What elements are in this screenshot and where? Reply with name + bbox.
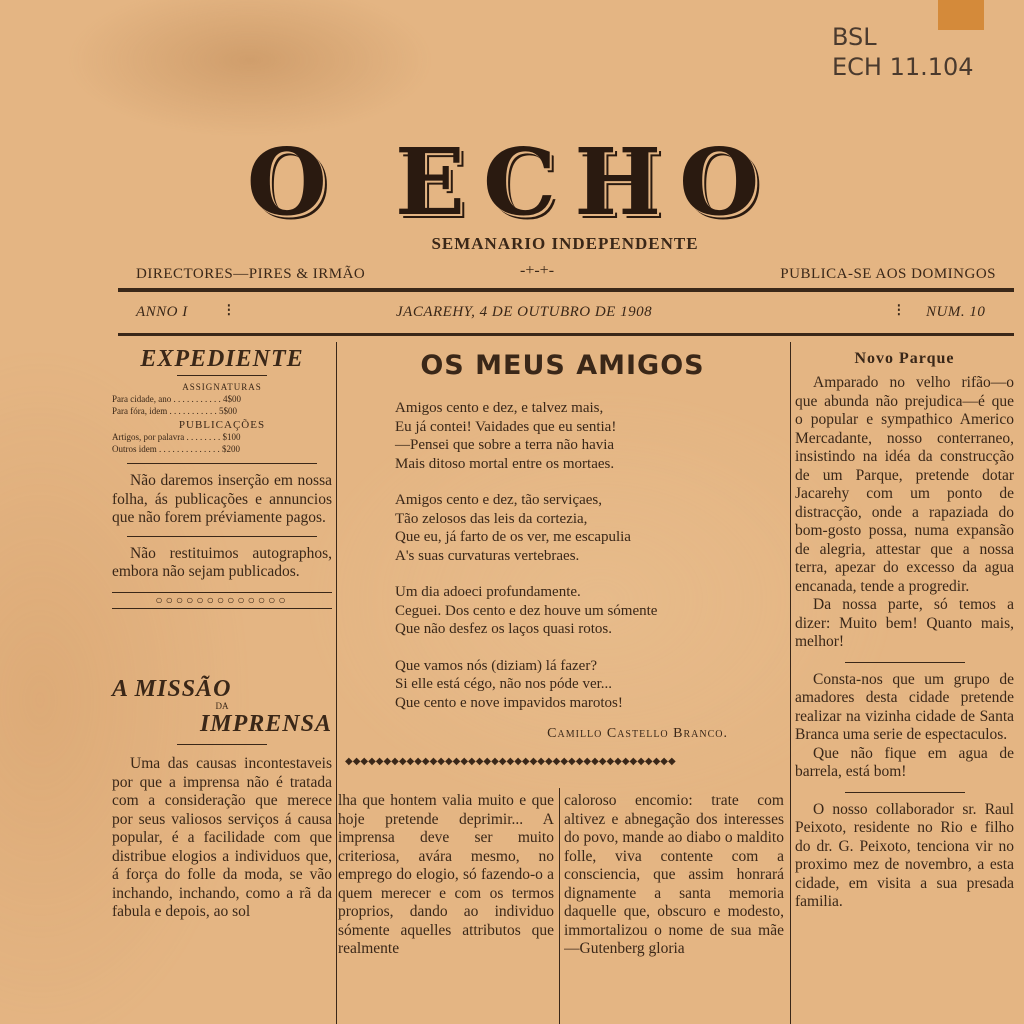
expediente-section <box>112 346 332 609</box>
expediente-row: Para fóra, idem . . . . . . . . . . . 5$00 <box>112 406 237 416</box>
missao-title-1: A MISSÃO <box>112 676 232 702</box>
poem-author: Camillo Castello Branco. <box>547 726 728 741</box>
dateline-dots-left: ⁝ <box>226 300 233 320</box>
expediente-sub1: ASSIGNATURAS <box>182 382 262 392</box>
newspaper-subtitle: SEMANARIO INDEPENDENTE <box>431 234 699 253</box>
expediente-row: Para cidade, ano . . . . . . . . . . . 4$00 <box>112 394 241 404</box>
novo-parque-paragraph-4: Que não fique em agua de barrela, está bom! <box>795 744 1014 780</box>
poem-line: Um dia adoeci profundamente. <box>395 584 581 600</box>
missao-title-2: DA <box>215 701 229 711</box>
middle-right-column: caloroso encomio: trate com altivez e abnegação dos interesses do povo, mande ao diabo o maldito folle, viva contente com a consciencia, que assim honrará dignamente a santa memoria daquelle que, obscuro e modesto, immortalizou o nome de sua mãe—Gutenberg gloria <box>564 792 784 957</box>
section-rule <box>845 662 965 663</box>
poem-stanza <box>395 491 780 565</box>
expediente-rule <box>127 463 317 464</box>
novo-parque-section <box>795 350 1014 921</box>
poem-stanza <box>395 583 780 639</box>
middle-left-column: lha que hontem valia muito e que hoje pretende deprimir... A imprensa deve ser muito criteriosa, avára mesmo, no emprego do elogio, só fazendo-o a quem merecer e com os termos proprios, dando ao individuo sómente aquelles attributos que realmente <box>338 792 554 957</box>
missao-underline <box>177 744 267 745</box>
section-rule <box>845 792 965 793</box>
directors-line: DIRECTORES—PIRES & IRMÃO <box>136 266 366 282</box>
missao-section <box>112 676 332 985</box>
poem-stanza <box>395 657 780 713</box>
missao-text: Uma das causas incontestaveis por que a imprensa não é tratada com a consideração que merece por seus valiosos serviços á causa popular, é a facilidade com que distribue elogios a individuos que, á força do folle da moda, se vão inchando, inchando, como a rã da fabula e depois, ao sol <box>112 755 332 920</box>
newspaper-title: O ECHO <box>246 128 778 236</box>
expediente-paragraph-2: Não restituimos autographos, embora não sejam publicados. <box>112 544 332 580</box>
archive-mark-line1: BSL <box>832 23 877 51</box>
poem-line: Si elle está cégo, não nos póde ver... <box>395 676 613 692</box>
expediente-ornament: ○○○○○○○○○○○○○ <box>112 592 332 609</box>
poem-line: Eu já contei! Vaidades que eu sentia! <box>395 418 617 435</box>
poem-line: Ceguei. Dos cento e dez houve um sómente <box>395 602 658 619</box>
expediente-underline <box>177 375 267 376</box>
novo-parque-paragraph-5: O nosso collaborador sr. Raul Peixoto, residente no Rio e filho do dr. G. Peixoto, tenciona vir no proximo mez de novembro, a esta cidade, em visita a sua presada familia. <box>795 800 1014 910</box>
missao-title-3: IMPRENSA <box>199 711 332 737</box>
masthead-ornament: -+-+- <box>520 262 555 279</box>
poem-line: Que eu, já farto de os ver, me escapulia <box>395 529 631 545</box>
poem-line: Que cento e nove impavidos marotos! <box>395 694 623 711</box>
poem-title: OS MEUS AMIGOS <box>420 350 705 381</box>
expediente-row: Outros idem . . . . . . . . . . . . . . $200 <box>112 444 240 454</box>
poem-line: Mais ditoso mortal entre os mortaes. <box>395 455 615 472</box>
dateline-dots-right: ⁝ <box>896 300 903 320</box>
expediente-title: EXPEDIENTE <box>140 346 304 372</box>
archive-mark <box>832 22 974 82</box>
dateline <box>118 300 1014 330</box>
place-date: JACAREHY, 4 DE OUTUBRO DE 1908 <box>396 304 653 320</box>
column-divider-1 <box>336 342 337 1024</box>
novo-parque-paragraph-2: Da nossa parte, só temos a dizer: Muito bem! Quanto mais, melhor! <box>795 596 1014 650</box>
poem-section <box>345 350 780 767</box>
novo-parque-title: Novo Parque <box>854 350 955 367</box>
expediente-rule <box>127 536 317 537</box>
expediente-paragraph-1: Não daremos inserção em nossa folha, ás publicações e annuncios que não forem préviamente pagos. <box>112 472 332 526</box>
poem-line: A's suas curvaturas vertebraes. <box>395 547 580 564</box>
poem-line: Tão zelosos das leis da cortezia, <box>395 510 588 527</box>
dateline-rule <box>118 333 1014 336</box>
poem-line: —Pensei que sobre a terra não havia <box>395 437 615 453</box>
column-divider-2 <box>790 342 791 1024</box>
year-label: ANNO I <box>136 304 188 320</box>
poem-line: Amigos cento e dez, e talvez mais, <box>395 400 604 416</box>
poem-stanza <box>395 399 780 473</box>
novo-parque-paragraph-3: Consta-nos que um grupo de amadores desta cidade pretende realizar na vizinha cidade de Santa Branca uma serie de espectaculos. <box>795 670 1014 743</box>
novo-parque-paragraph-1: Amparado no velho rifão—o que abunda não prejudica—é que o popular e sympathico Americo Mercadante, nosso conterraneo, insistindo na idéa da construcção de um Parque, pretende dotar Jacarehy com um ponto de distracção, onde a rapaziada do bom-gosto possa, numa expansão de alegria, attestar que a nossa terra, apezar do excesso da agua encanada, tende a progredir. <box>795 374 1014 595</box>
poem-line: Que vamos nós (diziam) lá fazer? <box>395 657 597 674</box>
poem-body <box>345 399 780 712</box>
poem-line: Amigos cento e dez, tão serviçaes, <box>395 492 603 508</box>
expediente-row: Artigos, por palavra . . . . . . . . $100 <box>112 432 241 442</box>
top-rule <box>118 288 1014 292</box>
publication-day: PUBLICA-SE AOS DOMINGOS <box>780 266 996 282</box>
archive-mark-line2: ECH 11.104 <box>832 53 974 81</box>
expediente-sub2: PUBLICAÇÕES <box>178 419 266 431</box>
poem-line: Que não desfez os laços quasi rotos. <box>395 621 613 637</box>
column-divider-3 <box>559 788 560 1024</box>
issue-number: NUM. 10 <box>926 304 986 320</box>
poem-ornament: ◆◆◆◆◆◆◆◆◆◆◆◆◆◆◆◆◆◆◆◆◆◆◆◆◆◆◆◆◆◆◆◆◆◆◆◆◆◆◆◆◆◆◆ <box>345 756 676 767</box>
